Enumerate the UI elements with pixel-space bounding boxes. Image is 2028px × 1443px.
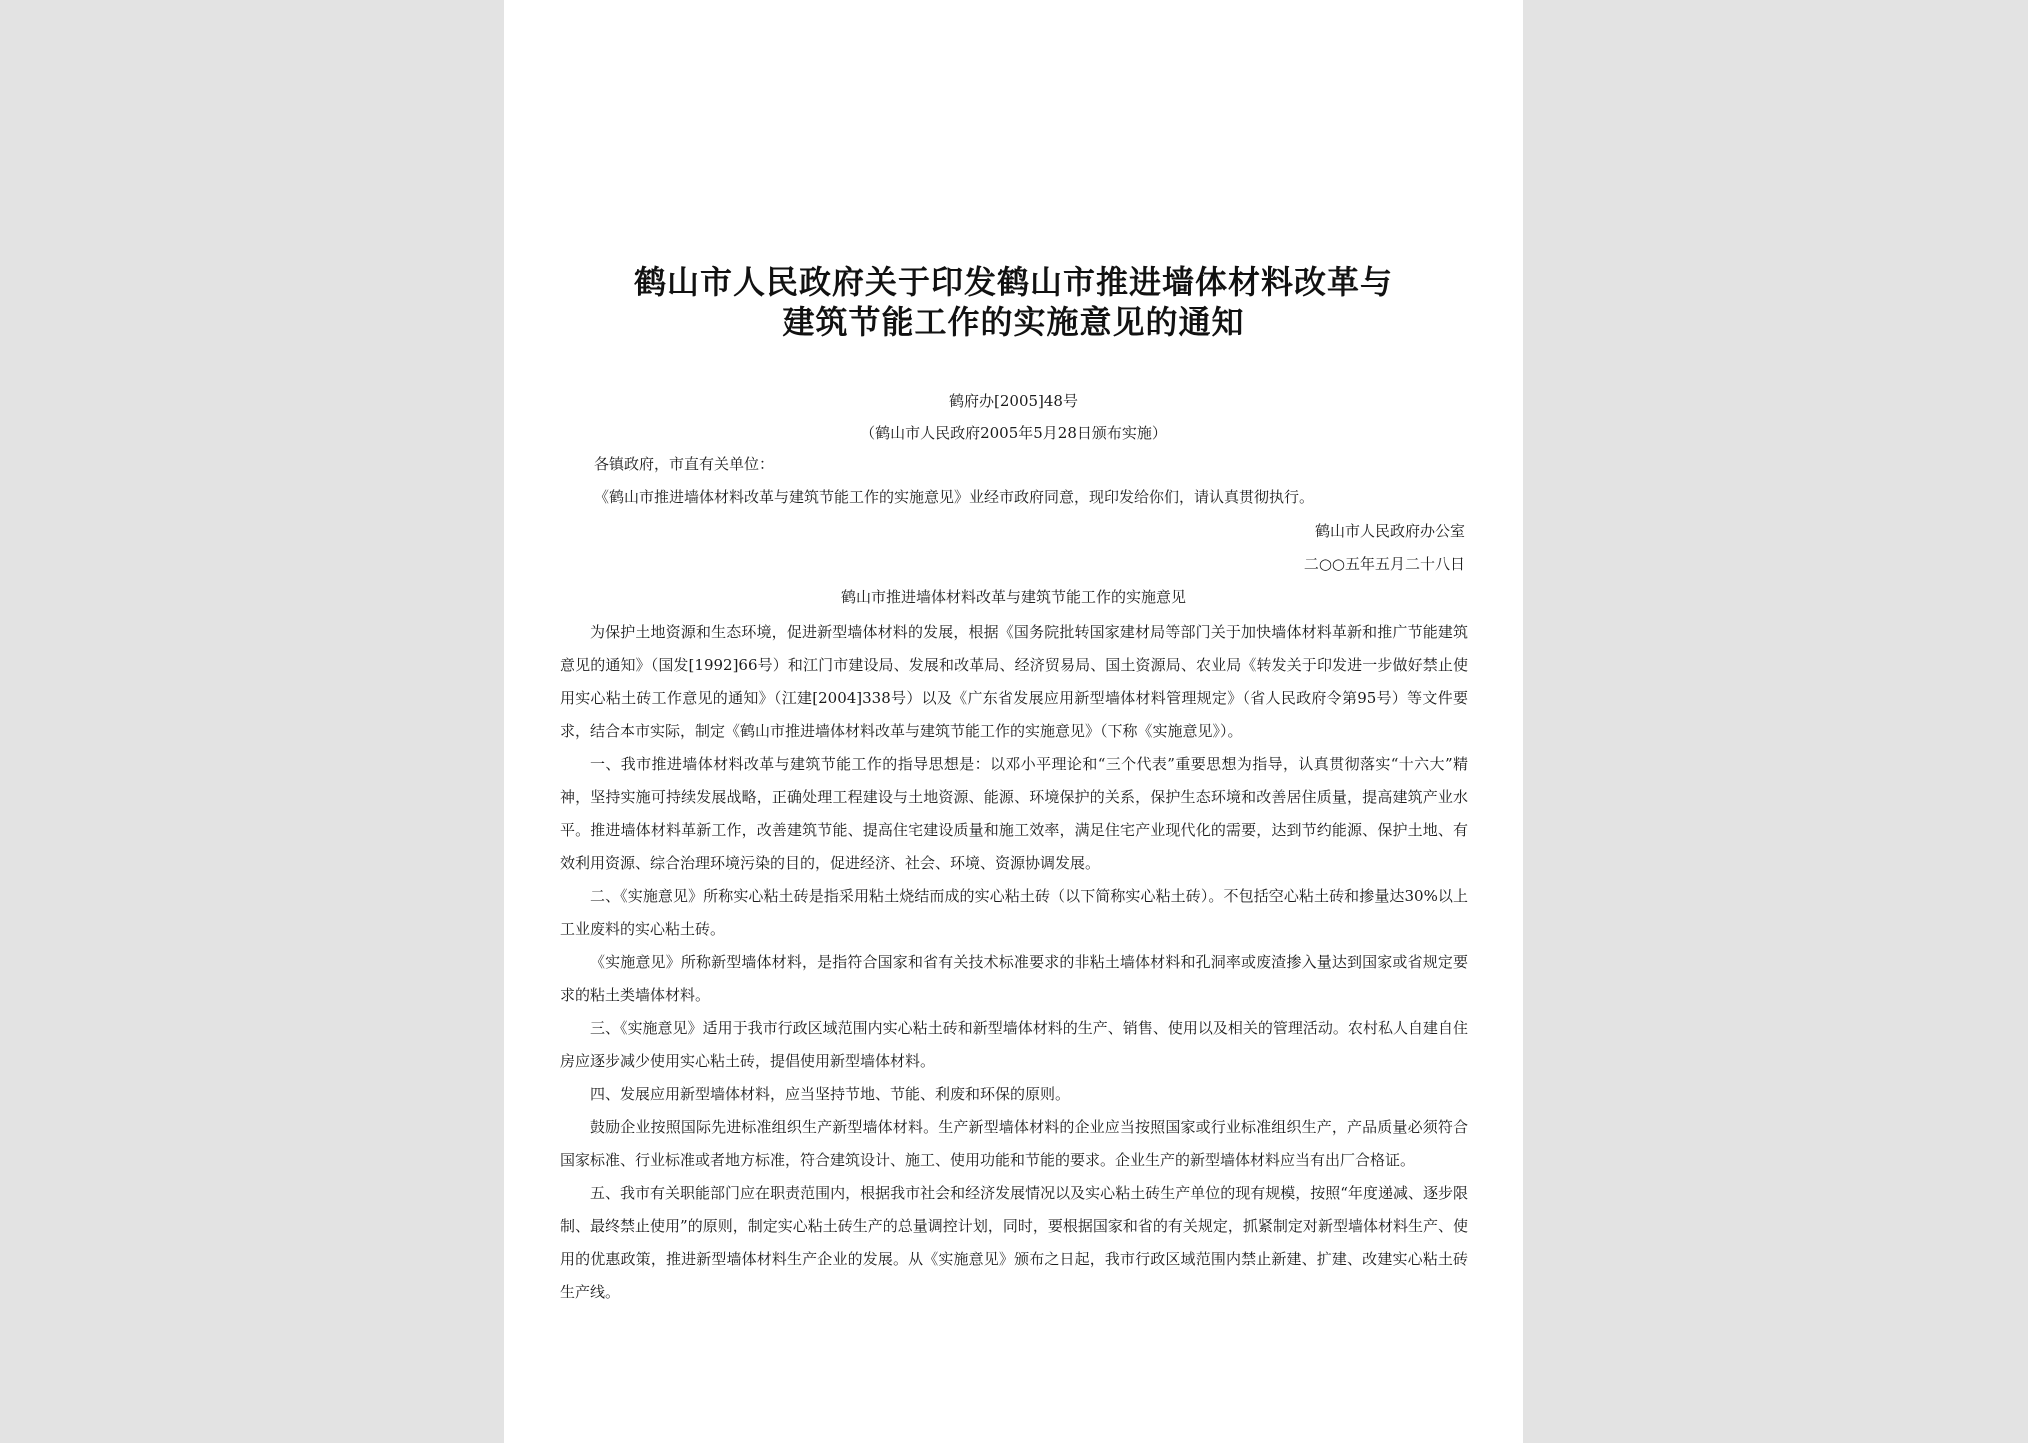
- issuer: 鹤山市人民政府办公室: [1314, 522, 1465, 540]
- document-body: [560, 616, 1468, 1309]
- paragraph: 二、《实施意见》所称实心粘土砖是指采用粘土烧结而成的实心粘土砖（以下简称实心粘土砖）。不包括空心粘土砖和掺量达30%以上工业废料的实心粘土砖。: [560, 887, 1468, 938]
- paragraph: 为保护土地资源和生态环境，促进新型墙体材料的发展，根据《国务院批转国家建材局等部门关于加快墙体材料革新和推广节能建筑意见的通知》（国发[1992]66号）和江门市建设局、发展和改革局、经济贸易局、国土资源局、农业局《转发关于印发进一步做好禁止使用实心粘土砖工作意见的通知》（江建[2004]338号）以及《广东省发展应用新型墙体材料管理规定》（省人民政府令第95号）等文件要求，结合本市实际，制定《鹤山市推进墙体材料改革与建筑节能工作的实施意见》（下称《实施意见》）。: [560, 623, 1468, 740]
- paragraph: 鼓励企业按照国际先进标准组织生产新型墙体材料。生产新型墙体材料的企业应当按照国家或行业标准组织生产，产品质量必须符合国家标准、行业标准或者地方标准，符合建筑设计、施工、使用功能和节能的要求。企业生产的新型墙体材料应当有出厂合格证。: [560, 1118, 1468, 1169]
- paragraph: 《实施意见》所称新型墙体材料，是指符合国家和省有关技术标准要求的非粘土墙体材料和孔洞率或废渣掺入量达到国家或省规定要求的粘土类墙体材料。: [560, 953, 1468, 1004]
- issue-date: 二○○五年五月二十八日: [1303, 555, 1465, 573]
- paragraph: 一、我市推进墙体材料改革与建筑节能工作的指导思想是：以邓小平理论和“三个代表”重要思想为指导，认真贯彻落实“十六大”精神，坚持实施可持续发展战略，正确处理工程建设与土地资源、能源、环境保护的关系，保护生态环境和改善居住质量，提高建筑产业水平。推进墙体材料革新工作，改善建筑节能、提高住宅建设质量和施工效率，满足住宅产业现代化的需要，达到节约能源、保护土地、有效利用资源、综合治理环境污染的目的，促进经济、社会、环境、资源协调发展。: [560, 755, 1468, 872]
- addressee: 各镇政府，市直有关单位：: [594, 455, 775, 473]
- document-number: 鹤府办[2005]48号: [949, 392, 1078, 410]
- section-subtitle: 鹤山市推进墙体材料改革与建筑节能工作的实施意见: [840, 588, 1186, 606]
- intro-text: 《鹤山市推进墙体材料改革与建筑节能工作的实施意见》业经市政府同意，现印发给你们，请认真贯彻执行。: [594, 488, 1315, 506]
- paragraph: 四、发展应用新型墙体材料，应当坚持节地、节能、利废和环保的原则。: [590, 1085, 1071, 1103]
- title-line-2: 建筑节能工作的实施意见的通知: [782, 303, 1245, 341]
- title-line-1: 鹤山市人民政府关于印发鹤山市推进墙体材料改革与: [633, 263, 1393, 301]
- issue-note: （鹤山市人民政府2005年5月28日颁布实施）: [860, 424, 1167, 442]
- document-title: [504, 262, 1523, 342]
- document-page: [504, 0, 1523, 1443]
- paragraph: 五、我市有关职能部门应在职责范围内，根据我市社会和经济发展情况以及实心粘土砖生产单位的现有规模，按照“年度递减、逐步限制、最终禁止使用”的原则，制定实心粘土砖生产的总量调控计划，同时，要根据国家和省的有关规定，抓紧制定对新型墙体材料生产、使用的优惠政策，推进新型墙体材料生产企业的发展。从《实施意见》颁布之日起，我市行政区域范围内禁止新建、扩建、改建实心粘土砖生产线。: [560, 1184, 1468, 1301]
- paragraph: 三、《实施意见》适用于我市行政区域范围内实心粘土砖和新型墙体材料的生产、销售、使用以及相关的管理活动。农村私人自建自住房应逐步减少使用实心粘土砖，提倡使用新型墙体材料。: [560, 1019, 1468, 1070]
